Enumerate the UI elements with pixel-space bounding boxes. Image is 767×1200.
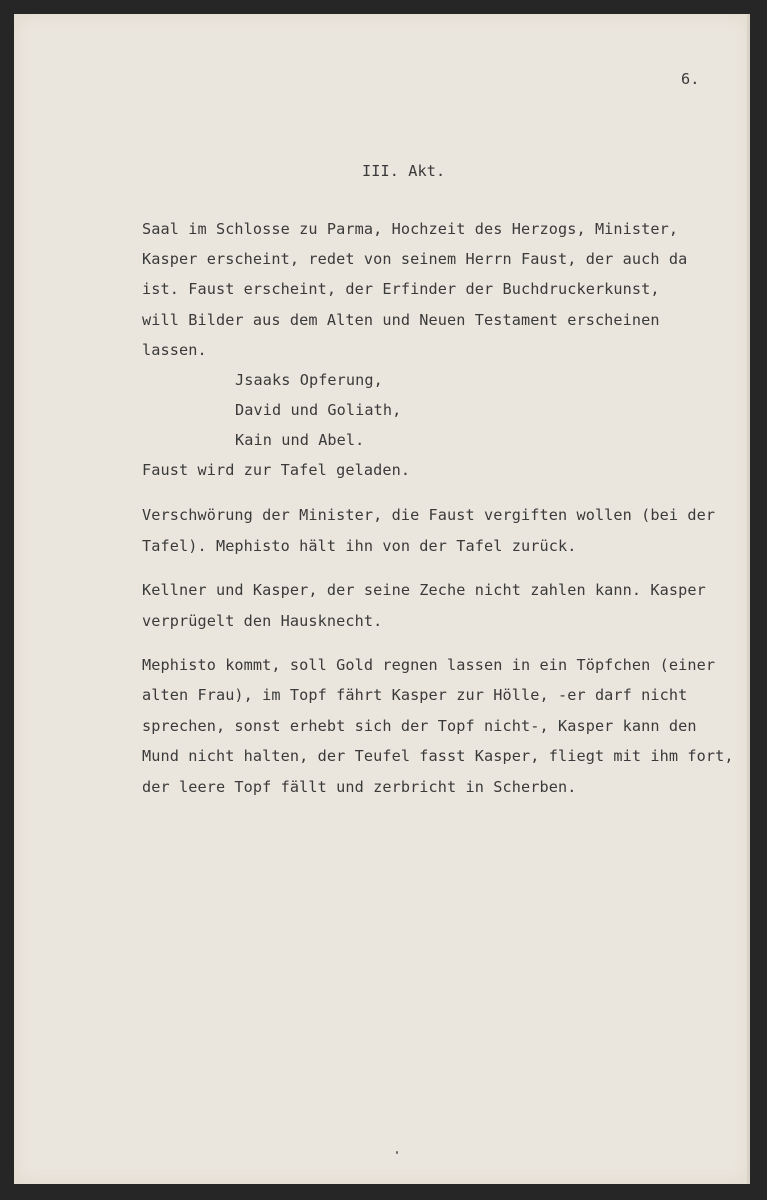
- text-line: ist. Faust erscheint, der Erfinder der Buchdruckerkunst,: [142, 280, 660, 298]
- text-line: alten Frau), im Topf fährt Kasper zur Hölle, -er darf nicht: [142, 686, 688, 704]
- text-line: will Bilder aus dem Alten und Neuen Testament erscheinen: [142, 311, 660, 329]
- text-line: Verschwörung der Minister, die Faust vergiften wollen (bei der: [142, 506, 716, 524]
- paper-speck: [396, 1151, 398, 1154]
- list-line: David und Goliath,: [235, 401, 402, 419]
- list-line: Jsaaks Opferung,: [235, 371, 383, 389]
- text-line: Faust wird zur Tafel geladen.: [142, 461, 411, 479]
- text-line: Kasper erscheint, redet von seinem Herrn Faust, der auch da: [142, 250, 688, 268]
- act-heading: III. Akt.: [362, 162, 446, 180]
- text-line: sprechen, sonst erhebt sich der Topf nicht-, Kasper kann den: [142, 717, 697, 735]
- text-line: Kellner und Kasper, der seine Zeche nicht zahlen kann. Kasper: [142, 581, 706, 599]
- text-line: lassen.: [142, 341, 207, 359]
- paper-edge: [747, 14, 750, 1184]
- text-line: der leere Topf fällt und zerbricht in Scherben.: [142, 778, 577, 796]
- text-line: Tafel). Mephisto hält ihn von der Tafel zurück.: [142, 537, 577, 555]
- text-line: Mund nicht halten, der Teufel fasst Kasper, fliegt mit ihm fort,: [142, 747, 734, 765]
- text-line: Saal im Schlosse zu Parma, Hochzeit des Herzogs, Minister,: [142, 220, 679, 238]
- text-line: Mephisto kommt, soll Gold regnen lassen in ein Töpfchen (einer: [142, 656, 716, 674]
- page-number: 6.: [681, 70, 700, 88]
- typewritten-page: [14, 14, 750, 1184]
- list-line: Kain und Abel.: [235, 431, 365, 449]
- text-line: verprügelt den Hausknecht.: [142, 612, 383, 630]
